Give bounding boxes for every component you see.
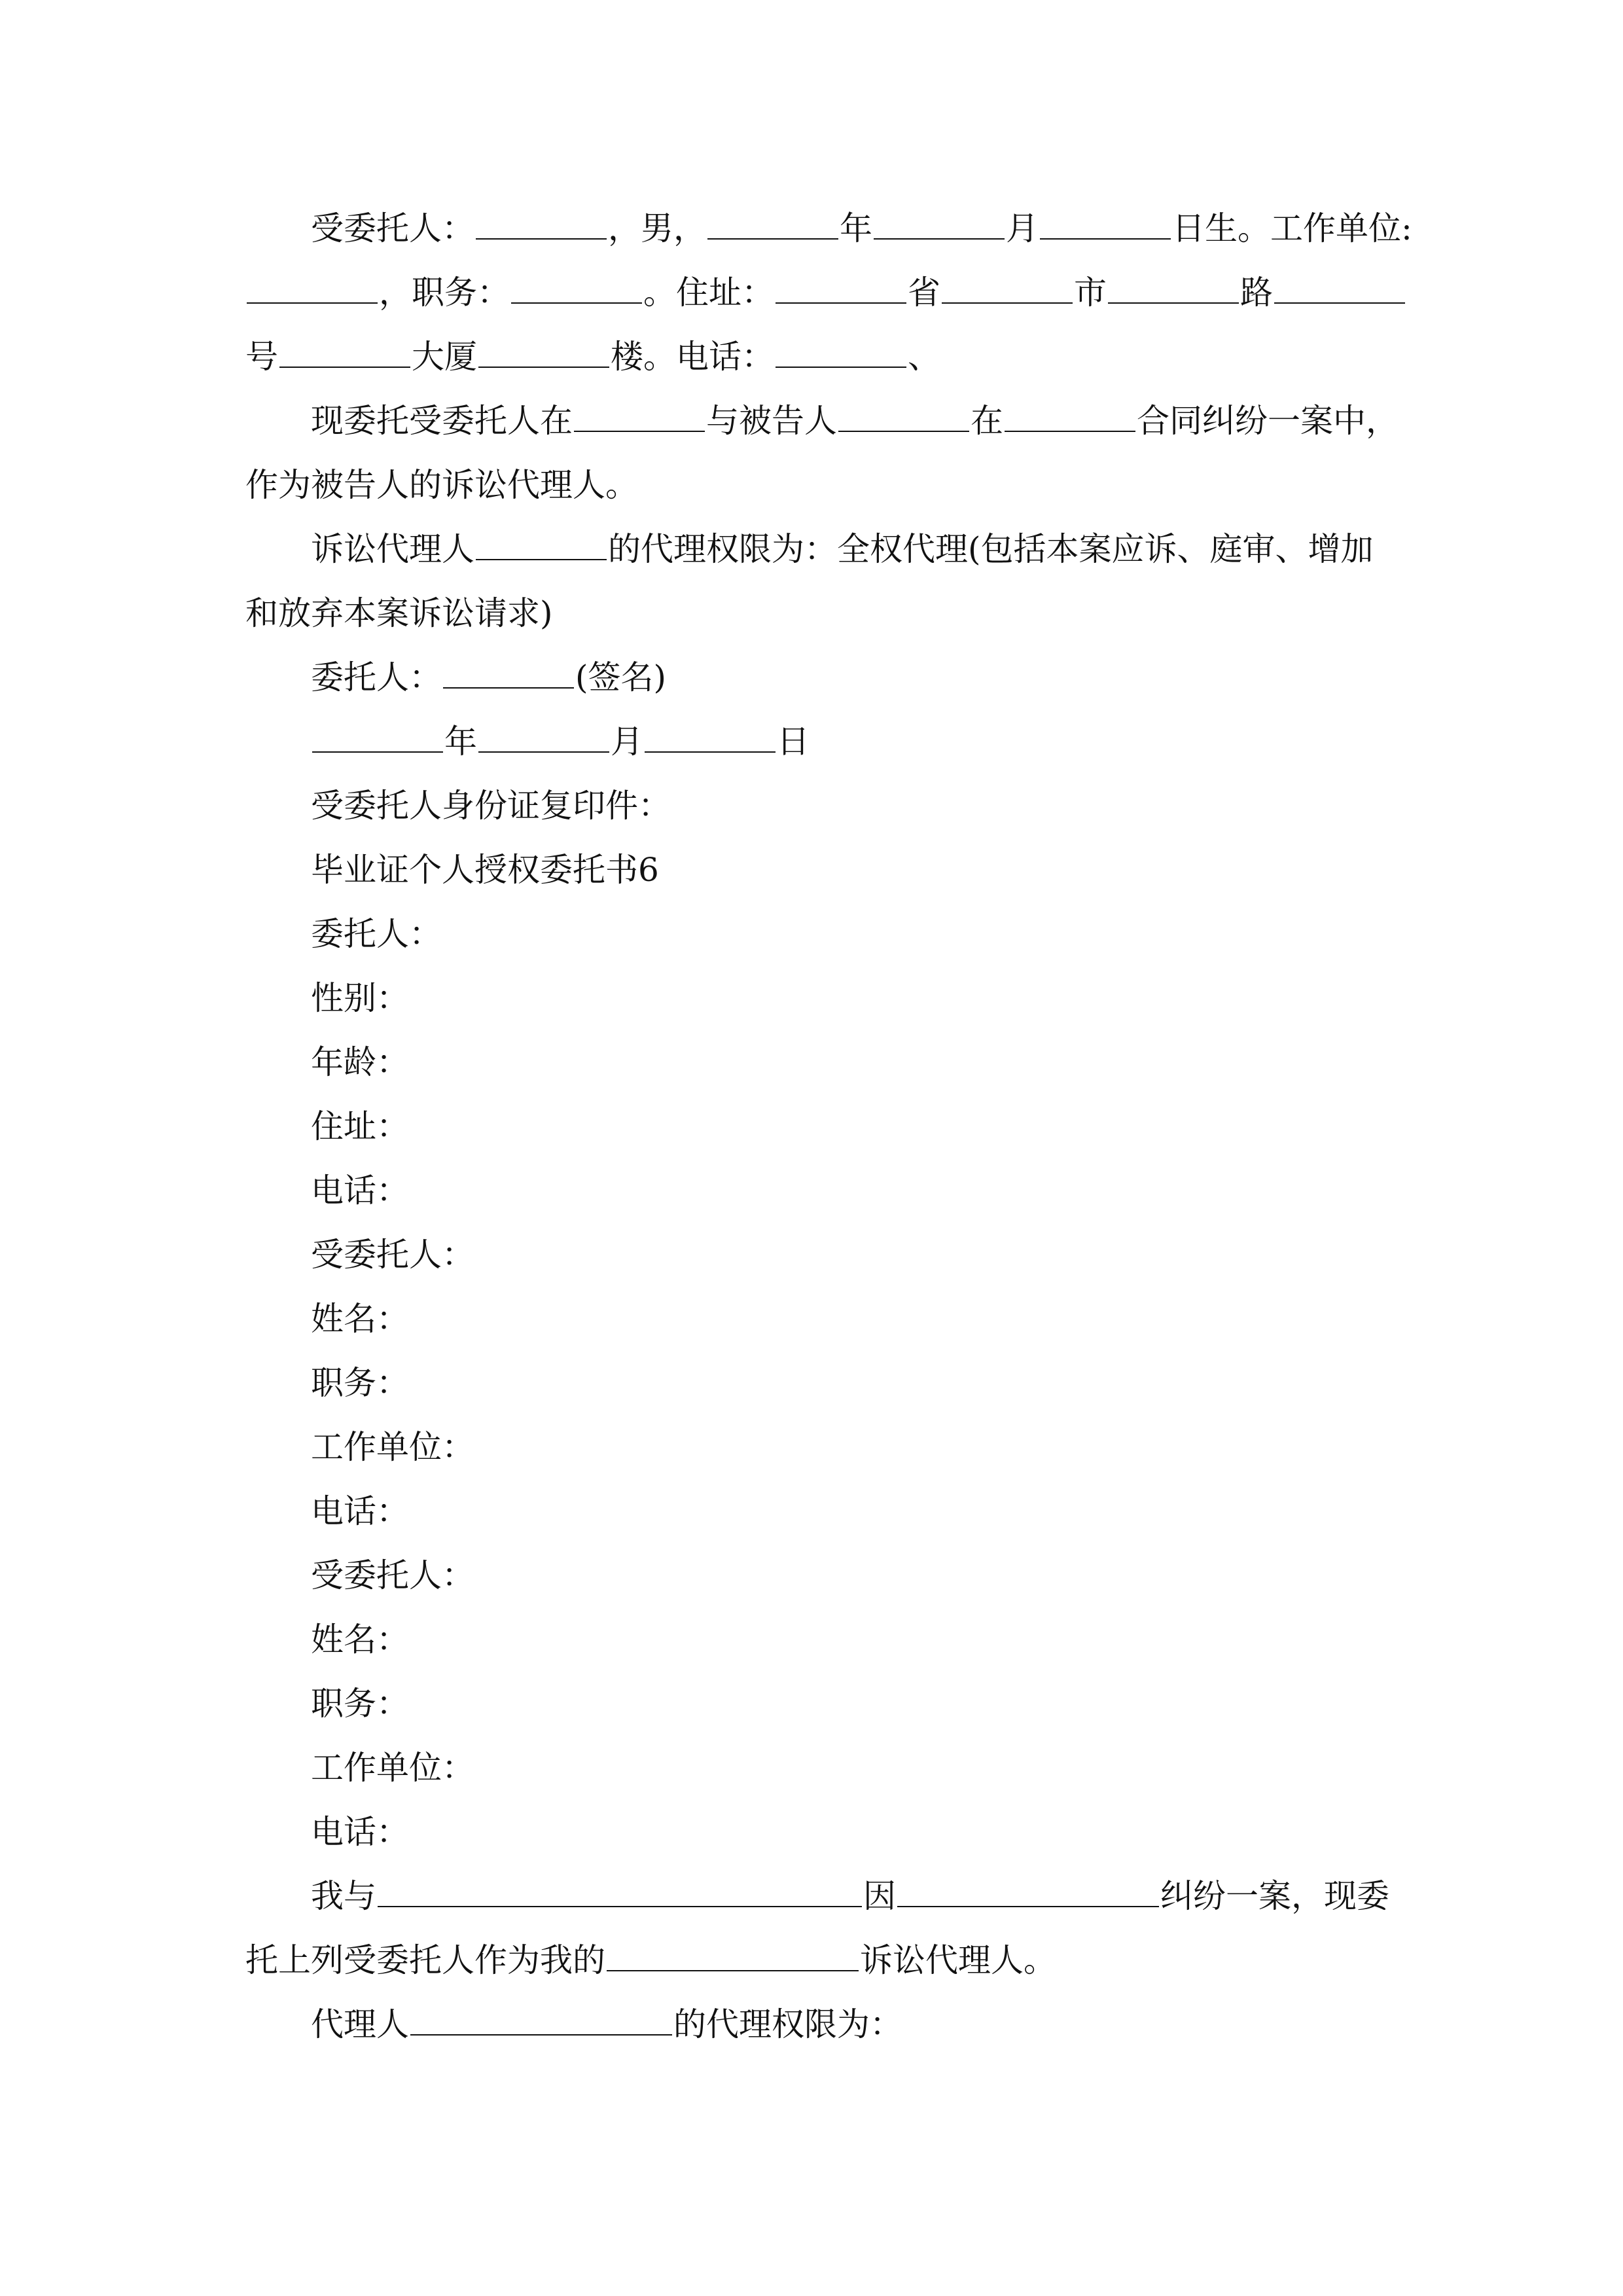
fill-blank	[478, 723, 609, 753]
fill-blank	[1274, 274, 1405, 304]
text-run: 路	[1240, 274, 1273, 312]
text-run: 年	[444, 723, 477, 761]
text-run: 委托人：	[311, 658, 442, 696]
paragraph-line	[245, 1928, 1378, 1992]
text-run: 。住址：	[643, 274, 774, 312]
paragraph-line	[245, 325, 1378, 389]
paragraph-line	[245, 774, 1378, 838]
text-run: 月	[1006, 209, 1039, 247]
paragraph-line	[245, 196, 1412, 260]
field-label: 受委托人：	[311, 1556, 474, 1594]
text-run: 因	[863, 1877, 896, 1915]
fill-blank	[443, 658, 574, 689]
text-run: 诉讼代理人	[311, 530, 474, 568]
text-run: 的代理权限为：	[673, 2005, 902, 2043]
fill-blank	[511, 274, 642, 304]
text-run: ，男，	[608, 209, 706, 247]
text-run: 号	[245, 338, 278, 376]
fill-blank	[410, 2005, 672, 2036]
paragraph-line	[245, 581, 1378, 645]
fill-blank	[645, 723, 776, 753]
text-run: 日	[777, 723, 810, 761]
text-run: 托上列受委托人作为我的	[245, 1941, 605, 1979]
field-label: 住址：	[311, 1107, 409, 1145]
fill-blank	[607, 1941, 859, 1971]
field-label: 工作单位：	[311, 1749, 474, 1787]
text-run: 纠纷一案，现委	[1160, 1877, 1389, 1915]
field-label: 职务：	[311, 1685, 409, 1723]
fill-blank	[776, 274, 906, 304]
fill-blank	[707, 209, 838, 240]
fill-blank	[838, 402, 969, 432]
fill-blank	[1040, 209, 1171, 240]
fill-blank	[279, 338, 410, 368]
text-run: 作为被告人的诉讼代理人。	[245, 466, 638, 504]
text-run: 、	[908, 338, 940, 376]
text-run: 受委托人身份证复印件：	[311, 787, 671, 825]
fill-blank	[874, 209, 1005, 240]
text-run: 楼。电话：	[611, 338, 774, 376]
text-run: 我与	[311, 1877, 376, 1915]
field-label: 电话：	[311, 1492, 409, 1530]
text-run: 现委托受委托人在	[311, 402, 573, 440]
paragraph-line	[245, 645, 1378, 709]
text-run: 与被告人	[706, 402, 837, 440]
text-run: 月	[611, 723, 643, 761]
fill-blank	[776, 338, 906, 368]
field-label: 姓名：	[311, 1300, 409, 1338]
fill-blank	[312, 723, 443, 753]
text-run: 的代理权限为：全权代理(包括本案应诉、庭审、增加	[608, 530, 1374, 568]
field-label: 性别：	[311, 979, 409, 1017]
fill-blank	[574, 402, 705, 432]
field-label: 职务：	[311, 1364, 409, 1402]
text-run: 省	[908, 274, 940, 312]
paragraph-line	[245, 453, 1378, 517]
text-run: 代理人	[311, 2005, 409, 2043]
field-label: 委托人：	[311, 915, 442, 953]
fill-blank	[476, 209, 607, 240]
text-run: 合同纠纷一案中，	[1137, 402, 1399, 440]
text-run: 市	[1074, 274, 1107, 312]
fill-blank	[378, 1877, 862, 1907]
fill-blank	[1005, 402, 1135, 432]
text-run: 诉讼代理人。	[860, 1941, 1056, 1979]
field-label: 工作单位：	[311, 1428, 474, 1466]
date-line	[245, 709, 1378, 774]
fill-blank	[247, 274, 378, 304]
paragraph-line	[245, 389, 1399, 453]
field-label: 年龄：	[311, 1043, 409, 1081]
field-label: 电话：	[311, 1813, 409, 1851]
field-label: 受委托人：	[311, 1236, 474, 1274]
text-run: ，职务：	[379, 274, 510, 312]
text-run: 毕业证个人授权委托书6	[311, 851, 659, 889]
field-label: 电话：	[311, 1172, 409, 1210]
text-run: (签名)	[575, 658, 667, 696]
paragraph-line	[245, 1992, 1378, 2056]
fill-blank	[1108, 274, 1239, 304]
text-run: 受委托人：	[311, 209, 474, 247]
paragraph-line	[245, 517, 1378, 581]
text-run: 日生。工作单位:	[1172, 209, 1412, 247]
section-title	[245, 838, 1378, 902]
field-label: 姓名：	[311, 1621, 409, 1659]
text-run: 在	[971, 402, 1003, 440]
paragraph-line	[245, 1864, 1389, 1928]
text-run: 年	[840, 209, 872, 247]
fill-blank	[478, 338, 609, 368]
fill-blank	[897, 1877, 1159, 1907]
fill-blank	[942, 274, 1073, 304]
document-body	[245, 196, 1412, 2056]
fill-blank	[476, 530, 607, 560]
text-run: 和放弃本案诉讼请求)	[245, 594, 553, 632]
text-run: 大厦	[412, 338, 477, 376]
paragraph-line	[245, 260, 1378, 325]
